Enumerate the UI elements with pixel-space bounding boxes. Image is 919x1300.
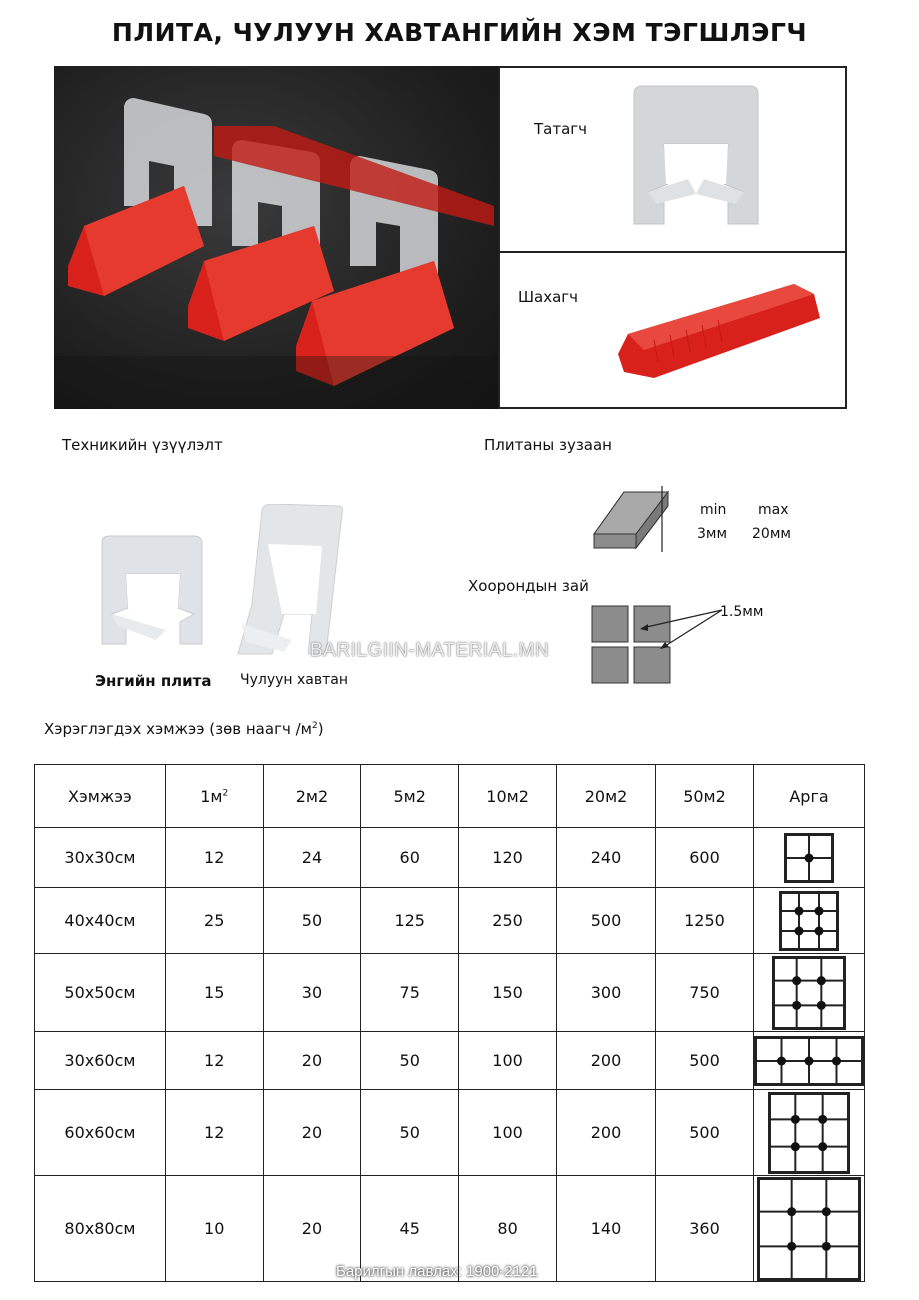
value-cell: 750 — [655, 954, 753, 1032]
clip-layout-pattern — [757, 1177, 861, 1281]
value-cell: 120 — [459, 828, 557, 888]
value-cell: 15 — [165, 954, 263, 1032]
clip-dot — [777, 1056, 786, 1065]
value-cell: 60 — [361, 828, 459, 888]
value-cell: 80 — [459, 1176, 557, 1282]
value-cell: 500 — [655, 1032, 753, 1090]
pull-clip-image — [628, 84, 764, 232]
method-cell — [754, 1032, 865, 1090]
clip-dot — [787, 1241, 796, 1250]
value-cell: 600 — [655, 828, 753, 888]
size-cell: 50х50см — [35, 954, 166, 1032]
size-cell: 40х40см — [35, 888, 166, 954]
value-cell: 12 — [165, 828, 263, 888]
clip-dot — [795, 926, 804, 935]
regular-tile-label: Энгийн плита — [95, 672, 212, 690]
parts-panel — [498, 66, 847, 409]
stone-tile-label: Чулуун хавтан — [240, 672, 349, 688]
value-cell: 200 — [557, 1032, 656, 1090]
usage-heading-end: ) — [317, 720, 324, 738]
clip-dot — [792, 976, 801, 985]
clip-dot — [815, 926, 824, 935]
parts-divider — [500, 251, 845, 253]
page-title: ПЛИТА, ЧУЛУУН ХАВТАНГИЙН ХЭМ ТЭГШЛЭГЧ — [111, 18, 808, 47]
value-cell: 30 — [263, 954, 361, 1032]
table-row — [35, 954, 865, 1032]
clip-dot — [805, 853, 814, 862]
value-cell: 20 — [263, 1176, 361, 1282]
max-label: max — [758, 502, 789, 518]
tile-thickness-icon — [590, 486, 680, 552]
watermark-text: BARILGIIN-MATERIAL.MN — [310, 640, 550, 661]
value-cell: 360 — [655, 1176, 753, 1282]
table-body — [35, 828, 865, 1282]
value-cell: 125 — [361, 888, 459, 954]
value-cell: 300 — [557, 954, 656, 1032]
pattern-border — [774, 957, 845, 1028]
usage-table — [34, 764, 865, 1282]
clip-dot — [832, 1056, 841, 1065]
tech-heading: Техникийн үзүүлэлт — [62, 436, 223, 454]
footer-contact: Барилгын лавлах: 1900-2121 — [336, 1263, 538, 1280]
wedge-label: Шахагч — [518, 288, 579, 306]
clip-dot — [792, 1000, 801, 1009]
value-cell: 250 — [459, 888, 557, 954]
value-cell: 100 — [459, 1090, 557, 1176]
value-cell: 50 — [361, 1032, 459, 1090]
clip-layout-pattern — [768, 1092, 850, 1174]
value-cell: 240 — [557, 828, 656, 888]
value-cell: 10 — [165, 1176, 263, 1282]
clip-dot — [822, 1241, 831, 1250]
usage-heading-text: Хэрэглэгдэх хэмжээ (зөв наагч /м — [44, 720, 312, 738]
clip-dot — [818, 1114, 827, 1123]
value-cell: 500 — [557, 888, 656, 954]
min-value: 3мм — [697, 526, 728, 542]
pattern-border — [781, 892, 838, 949]
value-cell: 25 — [165, 888, 263, 954]
value-cell: 50 — [263, 888, 361, 954]
clip-layout-pattern — [772, 956, 846, 1030]
value-cell: 75 — [361, 954, 459, 1032]
method-cell — [754, 1090, 865, 1176]
value-cell: 200 — [557, 1090, 656, 1176]
method-cell — [754, 954, 865, 1032]
pattern-border — [770, 1093, 849, 1172]
value-cell: 50 — [361, 1090, 459, 1176]
pattern-border — [759, 1178, 860, 1279]
thickness-heading: Плитаны зузаан — [484, 436, 612, 454]
wedge-image — [614, 274, 824, 382]
clip-dot — [817, 976, 826, 985]
table-row — [35, 1032, 865, 1090]
clip-dot — [805, 1056, 814, 1065]
regular-clip-image — [96, 534, 212, 660]
table-row — [35, 888, 865, 954]
header-method: Арга — [754, 765, 865, 828]
value-cell: 100 — [459, 1032, 557, 1090]
header-20m2: 20м2 — [557, 765, 656, 828]
usage-heading-sup: 2 — [311, 721, 318, 731]
clip-dot — [791, 1114, 800, 1123]
clip-dot — [822, 1207, 831, 1216]
header-size: Хэмжээ — [35, 765, 166, 828]
header-1m2-sup: 2 — [222, 788, 229, 799]
value-cell: 12 — [165, 1090, 263, 1176]
value-cell: 500 — [655, 1090, 753, 1176]
max-value: 20мм — [752, 526, 791, 542]
clip-dot — [795, 906, 804, 915]
clip-dot — [787, 1207, 796, 1216]
clip-layout-pattern — [784, 833, 834, 883]
table-header-row — [35, 765, 865, 828]
gap-arrows — [632, 602, 726, 650]
value-cell: 1250 — [655, 888, 753, 954]
clip-dot — [817, 1000, 826, 1009]
clip-dot — [815, 906, 824, 915]
value-cell: 20 — [263, 1032, 361, 1090]
clip-dot — [791, 1142, 800, 1151]
gap-heading: Хоорондын зай — [468, 577, 589, 595]
header-2m2: 2м2 — [263, 765, 361, 828]
table-row — [35, 1090, 865, 1176]
usage-heading — [44, 720, 324, 738]
product-photo — [54, 66, 498, 409]
value-cell: 45 — [361, 1176, 459, 1282]
pull-clip-label: Татагч — [534, 120, 588, 138]
gap-value: 1.5мм — [720, 604, 764, 620]
clip-dot — [818, 1142, 827, 1151]
value-cell: 20 — [263, 1090, 361, 1176]
header-50m2: 50м2 — [655, 765, 753, 828]
min-label: min — [700, 502, 727, 518]
method-cell — [754, 828, 865, 888]
clip-layout-pattern — [754, 1036, 864, 1086]
size-cell: 30х30см — [35, 828, 166, 888]
value-cell: 24 — [263, 828, 361, 888]
header-1m2-text: 1м — [200, 786, 223, 806]
value-cell: 140 — [557, 1176, 656, 1282]
header-5m2: 5м2 — [361, 765, 459, 828]
table-row — [35, 828, 865, 888]
value-cell: 150 — [459, 954, 557, 1032]
method-cell — [754, 1176, 865, 1282]
header-1m2 — [165, 765, 263, 828]
header-10m2: 10м2 — [459, 765, 557, 828]
method-cell — [754, 888, 865, 954]
clip-layout-pattern — [779, 891, 839, 951]
size-cell: 60х60см — [35, 1090, 166, 1176]
value-cell: 12 — [165, 1032, 263, 1090]
size-cell: 30х60см — [35, 1032, 166, 1090]
leveling-clips-image — [54, 66, 498, 409]
size-cell: 80х80см — [35, 1176, 166, 1282]
